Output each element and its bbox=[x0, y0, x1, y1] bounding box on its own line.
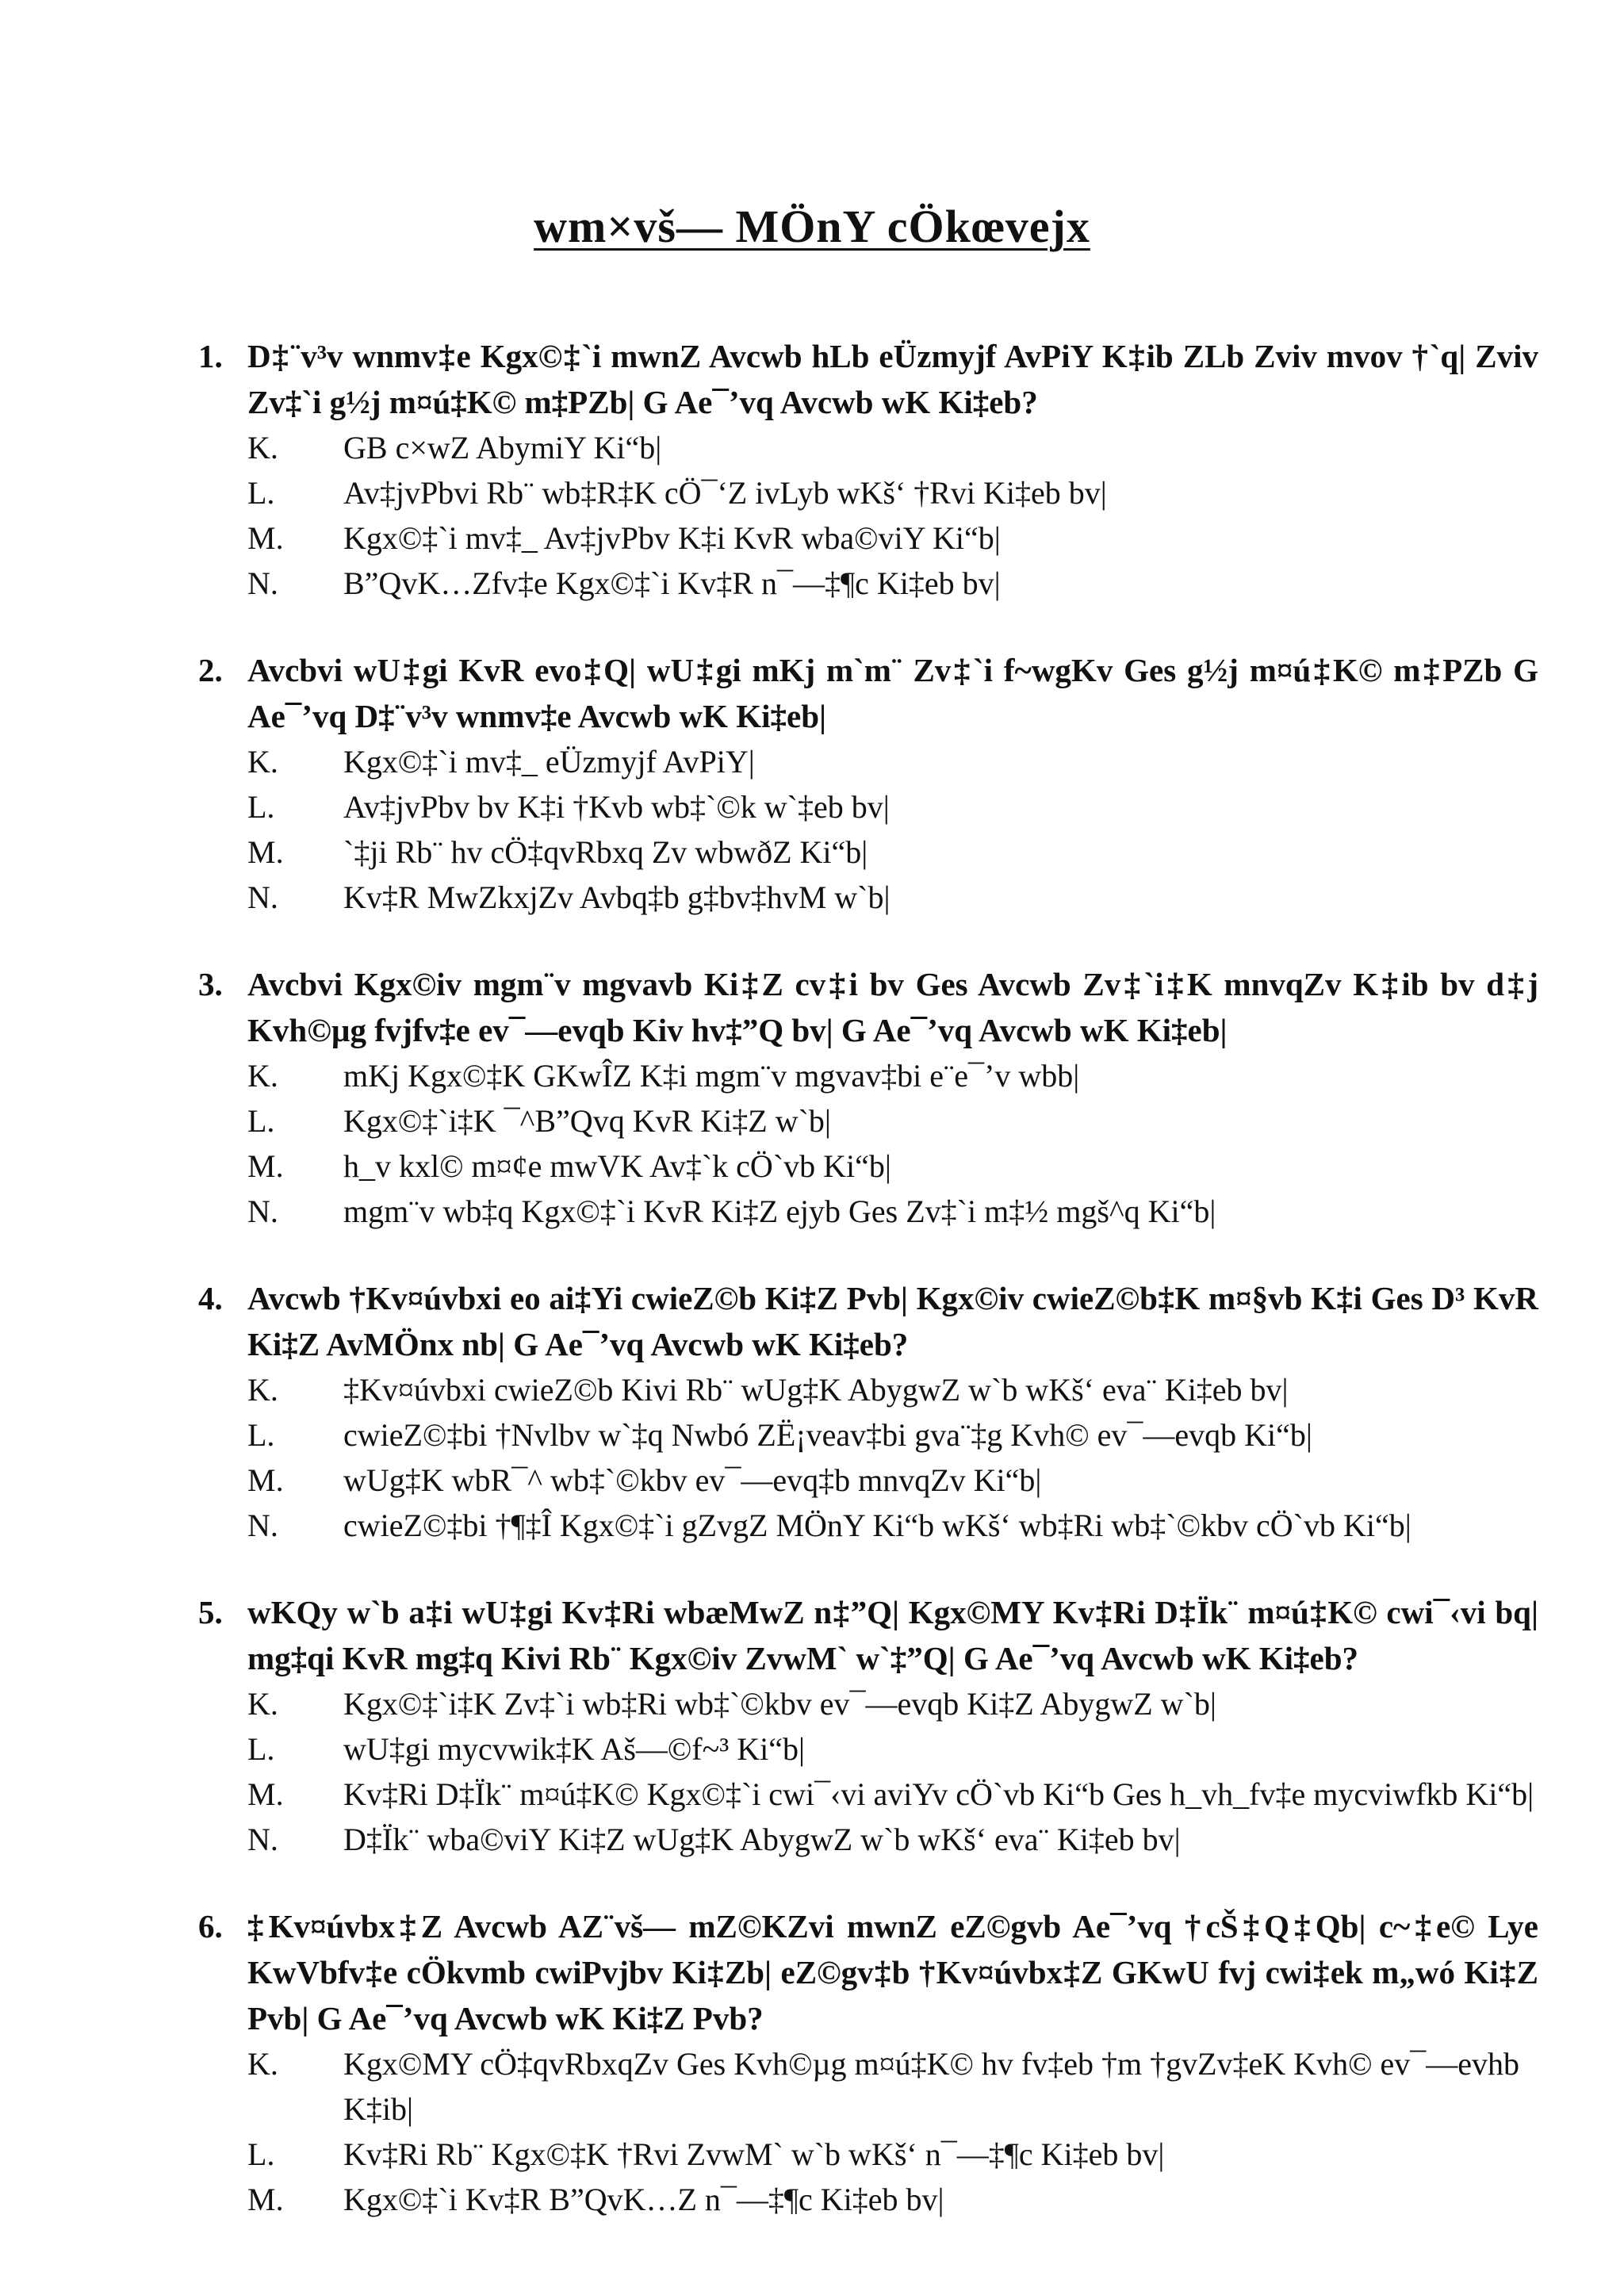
option-text: GB c×wZ AbymiY Ki“b| bbox=[343, 430, 662, 466]
option-item bbox=[247, 1053, 1538, 1098]
option-item bbox=[247, 1503, 1538, 1548]
option-text: mKj Kgx©‡K GKwÎZ K‡i mgm¨v mgvav‡bi e¨e¯’v wbb| bbox=[343, 1058, 1080, 1094]
option-label: K. bbox=[247, 2046, 278, 2082]
option-item bbox=[247, 875, 1538, 920]
question-header bbox=[198, 1903, 1538, 2041]
option-label: L. bbox=[247, 1731, 275, 1767]
option-item bbox=[247, 1458, 1538, 1503]
option-text: Kv‡R MwZkxjZv Avbq‡b g‡bv‡hvM w`b| bbox=[343, 879, 891, 915]
option-label: M. bbox=[247, 1148, 284, 1184]
option-item bbox=[247, 2177, 1538, 2222]
option-item bbox=[247, 1726, 1538, 1772]
option-label: N. bbox=[247, 879, 278, 915]
option-text: Av‡jvPbvi Rb¨ wb‡R‡K cÖ¯‘Z ivLyb wKš‘ †Rvi Ki‡eb bv| bbox=[343, 475, 1107, 511]
option-label: L. bbox=[247, 789, 275, 825]
option-label: N. bbox=[247, 1193, 278, 1229]
option-text: h_v kxl© m¤¢e mwVK Av‡`k cÖ`vb Ki“b| bbox=[343, 1148, 891, 1184]
option-item bbox=[247, 515, 1538, 561]
option-label: L. bbox=[247, 475, 275, 511]
option-label: M. bbox=[247, 520, 284, 556]
option-label: M. bbox=[247, 2182, 284, 2217]
option-item bbox=[247, 2041, 1538, 2132]
question-5 bbox=[198, 1589, 1538, 1862]
question-number: 2. bbox=[198, 652, 223, 688]
option-text: `‡ji Rb¨ hv cÖ‡qvRbxq Zv wbwðZ Ki“b| bbox=[343, 834, 868, 870]
question-6 bbox=[198, 1903, 1538, 2222]
question-text: Avcbvi wU‡gi KvR evo‡Q| wU‡gi mKj m`m¨ Zv‡`i f~wgKv Ges g½j m¤ú‡K© m‡PZb G Ae¯’vq D‡¨v³v wnmv‡e Avcwb wK Ki‡eb| bbox=[247, 652, 1538, 734]
page-title-text: wm×vš— MÖnY cÖkœvejx bbox=[534, 201, 1090, 252]
option-text: Av‡jvPbv bv K‡i †Kvb wb‡`©k w`‡eb bv| bbox=[343, 789, 890, 825]
option-item bbox=[247, 1817, 1538, 1862]
question-2 bbox=[198, 647, 1538, 920]
option-text: Kgx©‡`i‡K ¯^B”Qvq KvR Ki‡Z w`b| bbox=[343, 1103, 831, 1139]
option-label: N. bbox=[247, 1508, 278, 1543]
option-text: wU‡gi mycvwik‡K Aš—©f~³ Ki“b| bbox=[343, 1731, 805, 1767]
question-text: wKQy w`b a‡i wU‡gi Kv‡Ri wbæMwZ n‡”Q| Kgx©MY Kv‡Ri D‡Ïk¨ m¤ú‡K© cwi¯‹vi bq| mg‡qi KvR mg‡q Kivi Rb¨ Kgx©iv ZvwM` w`‡”Q| G Ae¯’vq Avcwb wK Ki‡eb? bbox=[247, 1594, 1538, 1676]
page-title bbox=[0, 200, 1624, 253]
option-item bbox=[247, 561, 1538, 606]
option-label: K. bbox=[247, 1686, 278, 1722]
question-number: 6. bbox=[198, 1908, 223, 1944]
question-text: D‡¨v³v wnmv‡e Kgx©‡`i mwnZ Avcwb hLb eÜzmyjf AvPiY K‡ib ZLb Zviv mvov †`q| Zviv Zv‡`i g½j m¤ú‡K© m‡PZb| G Ae¯’vq Avcwb wK Ki‡eb? bbox=[247, 338, 1538, 420]
option-item bbox=[247, 1367, 1538, 1412]
option-item bbox=[247, 425, 1538, 470]
option-text: mgm¨v wb‡q Kgx©‡`i KvR Ki‡Z ejyb Ges Zv‡`i m‡½ mgš^q Ki“b| bbox=[343, 1193, 1216, 1229]
option-text: D‡Ïk¨ wba©viY Ki‡Z wUg‡K AbygwZ w`b wKš‘ eva¨ Ki‡eb bv| bbox=[343, 1822, 1181, 1857]
option-item bbox=[247, 1098, 1538, 1144]
option-text: Kgx©‡`i mv‡_ eÜzmyjf AvPiY| bbox=[343, 744, 755, 780]
question-number: 4. bbox=[198, 1280, 223, 1316]
question-header bbox=[198, 333, 1538, 425]
option-item bbox=[247, 2132, 1538, 2177]
question-list bbox=[198, 333, 1538, 2263]
option-label: K. bbox=[247, 430, 278, 466]
option-item bbox=[247, 784, 1538, 829]
option-item bbox=[247, 1144, 1538, 1189]
option-label: L. bbox=[247, 1417, 275, 1453]
question-header bbox=[198, 1589, 1538, 1681]
question-number: 1. bbox=[198, 338, 223, 374]
option-label: M. bbox=[247, 1462, 284, 1498]
question-text: Avcwb †Kv¤úvbxi eo ai‡Yi cwieZ©b Ki‡Z Pvb| Kgx©iv cwieZ©b‡K m¤§vb K‡i Ges D³ KvR Ki‡Z AvMÖnx nb| G Ae¯’vq Avcwb wK Ki‡eb? bbox=[247, 1280, 1538, 1362]
option-label: K. bbox=[247, 1058, 278, 1094]
option-text: Kgx©‡`i Kv‡R B”QvK…Z n¯—‡¶c Ki‡eb bv| bbox=[343, 2182, 944, 2217]
option-label: M. bbox=[247, 834, 284, 870]
option-text: cwieZ©‡bi †¶‡Î Kgx©‡`i gZvgZ MÖnY Ki“b wKš‘ wb‡Ri wb‡`©kbv cÖ`vb Ki“b| bbox=[343, 1508, 1411, 1543]
option-item bbox=[247, 1189, 1538, 1234]
question-header bbox=[198, 961, 1538, 1053]
option-text: Kgx©MY cÖ‡qvRbxqZv Ges Kvh©µg m¤ú‡K© hv fv‡eb †m †gvZv‡eK Kvh© ev¯—evhb K‡ib| bbox=[343, 2046, 1519, 2127]
option-text: Kv‡Ri Rb¨ Kgx©‡K †Rvi ZvwM` w`b wKš‘ n¯—‡¶c Ki‡eb bv| bbox=[343, 2136, 1165, 2172]
question-header bbox=[198, 647, 1538, 739]
option-item bbox=[247, 1772, 1538, 1817]
option-label: N. bbox=[247, 565, 278, 601]
option-text: Kv‡Ri D‡Ïk¨ m¤ú‡K© Kgx©‡`i cwi¯‹vi aviYv cÖ`vb Ki“b Ges h_vh_fv‡e mycviwfkb Ki“b| bbox=[343, 1776, 1534, 1812]
option-item bbox=[247, 1412, 1538, 1458]
question-header bbox=[198, 1275, 1538, 1367]
option-label: K. bbox=[247, 744, 278, 780]
question-3 bbox=[198, 961, 1538, 1234]
question-text: Avcbvi Kgx©iv mgm¨v mgvavb Ki‡Z cv‡i bv Ges Avcwb Zv‡`i‡K mnvqZv K‡ib bv d‡j Kvh©µg fvjfv‡e ev¯—evqb Kiv hv‡”Q bv| G Ae¯’vq Avcwb wK Ki‡eb| bbox=[247, 966, 1538, 1048]
question-number: 5. bbox=[198, 1594, 223, 1630]
option-text: cwieZ©‡bi †Nvlbv w`‡q Nwbó ZË¡veav‡bi gva¨‡g Kvh© ev¯—evqb Ki“b| bbox=[343, 1417, 1312, 1453]
option-label: K. bbox=[247, 1372, 278, 1408]
question-text: ‡Kv¤úvbx‡Z Avcwb AZ¨vš— mZ©KZvi mwnZ eZ©gvb Ae¯’vq †cŠ‡Q‡Qb| c~‡e© Lye KwVbfv‡e cÖkvmb cwiPvjbv Ki‡Zb| eZ©gv‡b †Kv¤úvbx‡Z GKwU fvj cwi‡ek m„wó Ki‡Z Pvb| G Ae¯’vq Avcwb wK Ki‡Z Pvb? bbox=[247, 1908, 1538, 2036]
option-label: N. bbox=[247, 1822, 278, 1857]
option-item bbox=[247, 470, 1538, 515]
option-text: wUg‡K wbR¯^ wb‡`©kbv ev¯—evq‡b mnvqZv Ki“b| bbox=[343, 1462, 1042, 1498]
option-item bbox=[247, 1681, 1538, 1726]
option-text: ‡Kv¤úvbxi cwieZ©b Kivi Rb¨ wUg‡K AbygwZ w`b wKš‘ eva¨ Ki‡eb bv| bbox=[343, 1372, 1289, 1408]
question-4 bbox=[198, 1275, 1538, 1548]
option-text: B”QvK…Zfv‡e Kgx©‡`i Kv‡R n¯—‡¶c Ki‡eb bv| bbox=[343, 565, 1001, 601]
option-label: L. bbox=[247, 2136, 275, 2172]
question-number: 3. bbox=[198, 966, 223, 1002]
option-label: M. bbox=[247, 1776, 284, 1812]
option-label: L. bbox=[247, 1103, 275, 1139]
question-1 bbox=[198, 333, 1538, 606]
option-text: Kgx©‡`i‡K Zv‡`i wb‡Ri wb‡`©kbv ev¯—evqb Ki‡Z AbygwZ w`b| bbox=[343, 1686, 1216, 1722]
option-text: Kgx©‡`i mv‡_ Av‡jvPbv K‡i KvR wba©viY Ki“b| bbox=[343, 520, 1001, 556]
option-item bbox=[247, 829, 1538, 875]
option-item bbox=[247, 739, 1538, 784]
